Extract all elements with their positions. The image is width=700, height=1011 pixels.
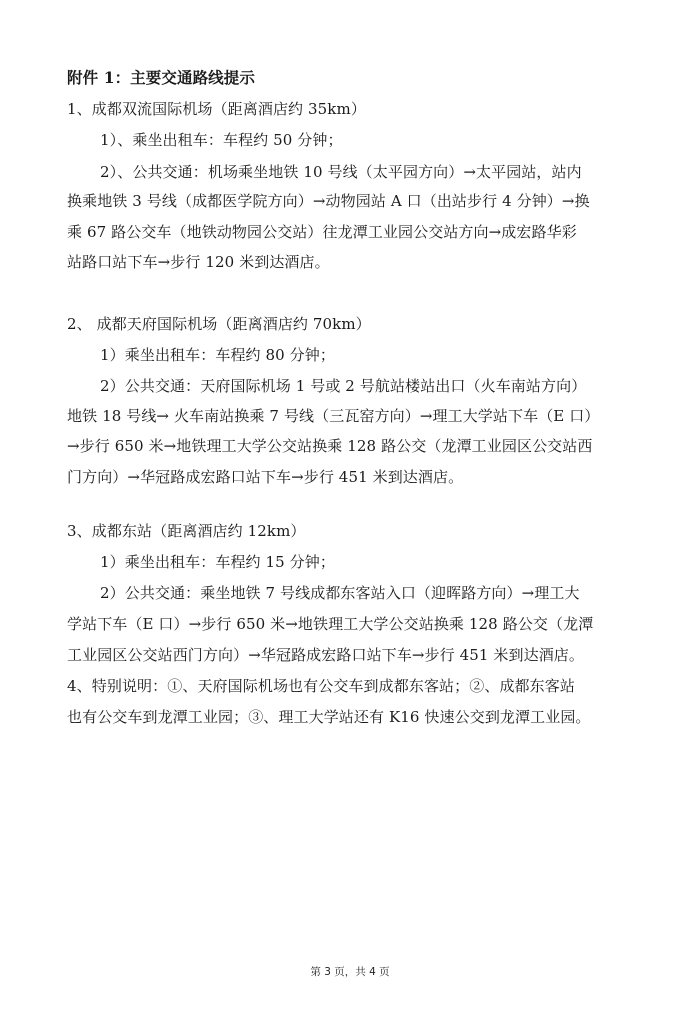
page-number-footer: 第 3 页，共 4 页 bbox=[310, 966, 390, 978]
section-3-line-3: 学站下车（E 口）→步行 650 米→地铁理工大学公交站换乘 128 路公交（龙潭 bbox=[67, 615, 594, 633]
section-2-heading: 2、 成都天府国际机场（距离酒店约 70km） bbox=[67, 315, 371, 333]
section-3-line-2: 2）公共交通：乘坐地铁 7 号线成都东客站入口（迎晖路方向）→理工大 bbox=[100, 584, 580, 602]
section-2-line-4: →步行 650 米→地铁理工大学公交站换乘 128 路公交（龙潭工业园区公交站西 bbox=[67, 437, 593, 455]
section-2-line-1: 1）乘坐出租车：车程约 80 分钟； bbox=[100, 346, 335, 364]
section-1-line-4: 乘 67 路公交车（地铁动物园公交站）往龙潭工业园公交站方向→成宏路华彩 bbox=[67, 223, 577, 241]
section-1-line-5: 站路口站下车→步行 120 米到达酒店。 bbox=[67, 253, 330, 271]
section-2-line-3: 地铁 18 号线→ 火车南站换乘 7 号线（三瓦窑方向）→理工大学站下车（E 口） bbox=[67, 407, 600, 425]
section-3-heading: 3、成都东站（距离酒店约 12km） bbox=[67, 522, 306, 540]
section-1-heading: 1、成都双流国际机场（距离酒店约 35km） bbox=[67, 100, 366, 118]
section-1-line-2: 2）、公共交通：机场乘坐地铁 10 号线（太平园方向）→太平园站，站内 bbox=[100, 163, 582, 181]
section-4-line-2: 也有公交车到龙潭工业园；③、理工大学站还有 K16 快速公交到龙潭工业园。 bbox=[67, 708, 591, 726]
section-2-line-5: 门方向）→华冠路成宏路口站下车→步行 451 米到达酒店。 bbox=[67, 468, 464, 486]
section-3-line-1: 1）乘坐出租车：车程约 15 分钟； bbox=[100, 553, 335, 571]
section-1-line-3: 换乘地铁 3 号线（成都医学院方向）→动物园站 A 口（出站步行 4 分钟）→换 bbox=[67, 192, 590, 210]
section-1-line-1: 1）、乘坐出租车：车程约 50 分钟； bbox=[100, 131, 343, 149]
section-4-line-1: 4、特别说明：①、天府国际机场也有公交车到成都东客站；②、成都东客站 bbox=[67, 677, 575, 695]
section-2-line-2: 2）公共交通：天府国际机场 1 号或 2 号航站楼站出口（火车南站方向） bbox=[100, 377, 587, 395]
document-title: 附件 1：主要交通路线提示 bbox=[67, 68, 255, 87]
section-3-line-4: 工业园区公交站西门方向）→华冠路成宏路口站下车→步行 451 米到达酒店。 bbox=[67, 646, 585, 664]
